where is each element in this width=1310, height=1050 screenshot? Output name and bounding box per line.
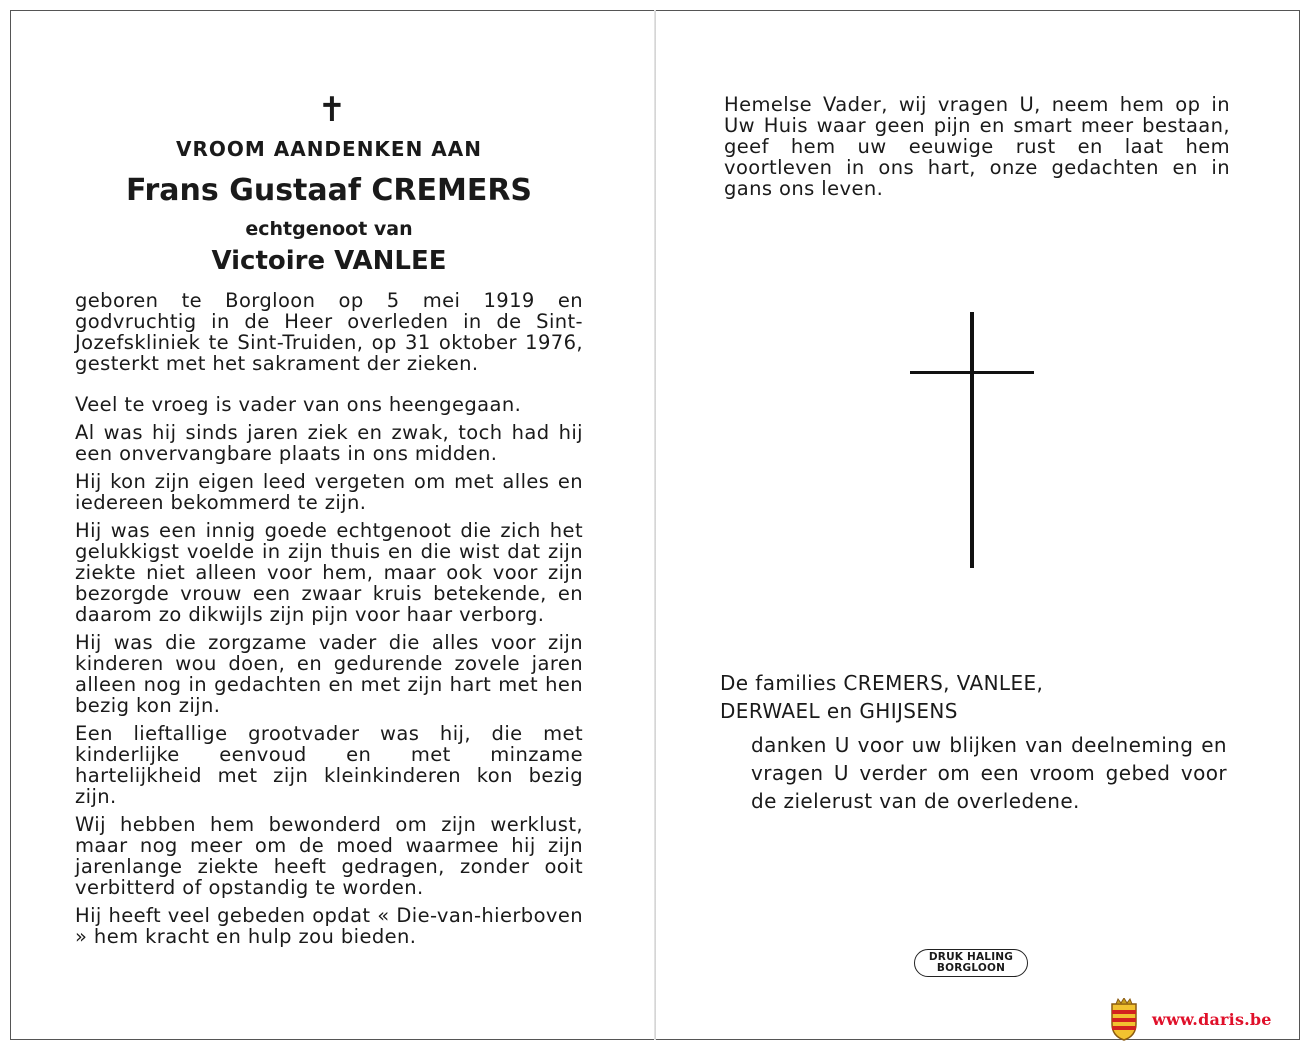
memorial-paragraph: Hij kon zijn eigen leed vergeten om met alles en iedereen bekommerd te zijn. [75, 470, 583, 514]
cross-horizontal-beam [910, 371, 1034, 374]
spouse-of-label: echtgenoot van [245, 218, 413, 240]
thanks-text: danken U voor uw blijken van deelneming en vragen U verder om een vroom gebed voor de zielerust van de overledene. [751, 733, 1227, 813]
small-cross-icon: ✝ [317, 90, 347, 130]
spouse-name: Victoire VANLEE [211, 246, 447, 276]
memorial-paragraph: Wij hebben hem bewonderd om zijn werklust, maar nog meer om de moed waarmee hij zijn jarenlange ziekte heeft gedragen, zonder ooit verbitterd of opstandig te worden. [75, 813, 583, 899]
families-line-2: DERWAEL en GHIJSENS [720, 699, 958, 723]
deceased-name: Frans Gustaaf CREMERS [125, 173, 533, 208]
pre-title: VROOM AANDENKEN AAN [175, 137, 482, 161]
printer-line-1: DRUK HALING [928, 951, 1014, 963]
cross-vertical-beam [970, 312, 974, 568]
watermark-site-link[interactable]: www.daris.be [1152, 1010, 1272, 1029]
memorial-paragraph: Al was hij sinds jaren ziek en zwak, toch had hij een onvervangbare plaats in ons midden. [75, 421, 583, 465]
left-panel [75, 90, 583, 947]
printer-stamp [914, 949, 1028, 977]
printer-line-2: BORGLOON [936, 962, 1006, 974]
memorial-paragraph: Veel te vroeg is vader van ons heengegaan. [75, 393, 522, 416]
birth-death-paragraph: geboren te Borgloon op 5 mei 1919 en godvruchtig in de Heer overleden in de Sint-Jozefskliniek te Sint-Truiden, op 31 oktober 1976, gesterkt met het sakrament der zieken. [75, 289, 583, 375]
prayer-text: Hemelse Vader, wij vragen U, neem hem op in Uw Huis waar geen pijn en smart meer bestaan, geef hem uw eeuwige rust en laat hem voortleven in ons hart, onze gedachten en in gans ons leven. [724, 93, 1230, 200]
families-line-1: De families CREMERS, VANLEE, [720, 671, 1044, 695]
families-block [720, 669, 1240, 725]
memorial-paragraph: Een lieftallige grootvader was hij, die met kinderlijke eenvoud en met minzame hartelijkheid met zijn kleinkinderen kon bezig zijn. [75, 722, 583, 808]
memorial-paragraph: Hij heeft veel gebeden opdat « Die-van-hierboven » hem kracht en hulp zou bieden. [75, 904, 583, 948]
large-cross-icon [910, 312, 1034, 568]
coat-of-arms-icon [1108, 998, 1140, 1042]
watermark[interactable] [1108, 998, 1308, 1042]
card-fold-line [654, 10, 656, 1040]
memorial-paragraph: Hij was die zorgzame vader die alles voor zijn kinderen wou doen, en gedurende zovele jaren alleen nog in gedachten en met zijn hart met hen bezig kon zijn. [75, 631, 583, 717]
memorial-paragraph: Hij was een innig goede echtgenoot die zich het gelukkigst voelde in zijn thuis en die wist dat zijn ziekte niet alleen voor hem, maar ook voor zijn bezorgde vrouw een zwaar kruis betekende, en daarom zo dikwijls zijn pijn voor haar verborg. [75, 519, 583, 626]
